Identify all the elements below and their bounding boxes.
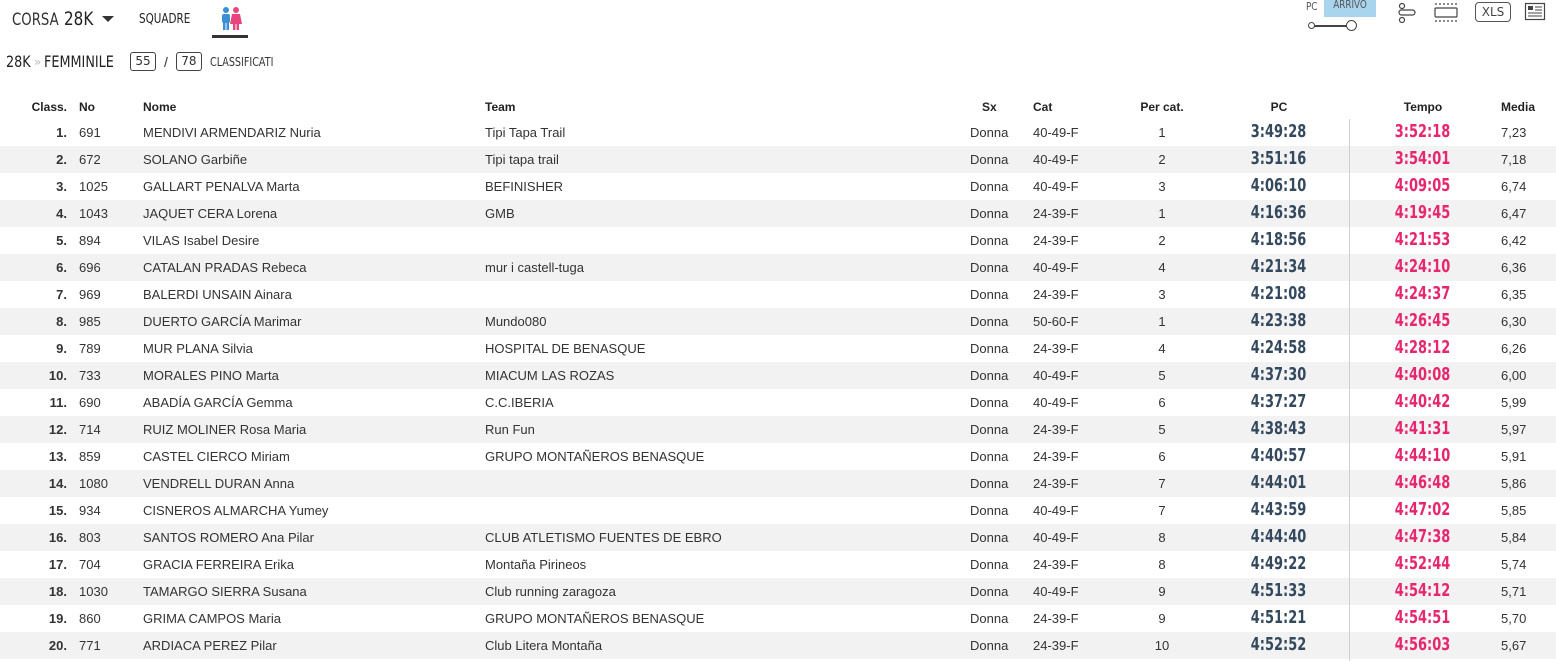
bib-number-cell: 985 <box>79 314 101 329</box>
team-cell: HOSPITAL DE BENASQUE <box>485 341 646 356</box>
table-row[interactable] <box>0 551 1556 578</box>
table-row[interactable] <box>0 227 1556 254</box>
team-cell: GMB <box>485 206 515 221</box>
col-pc[interactable]: PC <box>1270 100 1288 114</box>
col-media[interactable]: Media <box>1501 100 1536 114</box>
breadcrumb-separator: » <box>34 54 42 69</box>
average-speed-cell: 7,23 <box>1501 125 1527 140</box>
sex-cell: Donna <box>970 557 1009 572</box>
average-speed-cell: 5,74 <box>1501 557 1527 572</box>
pc-time-cell: 4:49:22 <box>1251 553 1307 574</box>
category-rank-cell: 6 <box>1158 449 1166 464</box>
category-cell: 50-60-F <box>1033 314 1079 329</box>
pc-time-cell: 4:40:57 <box>1251 445 1307 466</box>
table-body <box>0 119 1556 659</box>
table-row[interactable] <box>0 497 1556 524</box>
finish-time-cell: 4:46:48 <box>1395 472 1451 493</box>
pc-time-cell: 4:21:08 <box>1251 283 1307 304</box>
category-rank-cell: 2 <box>1158 152 1166 167</box>
newspaper-icon[interactable] <box>1524 2 1546 22</box>
finish-time-cell: 3:52:18 <box>1395 121 1451 142</box>
race-value[interactable]: 28K <box>64 8 94 30</box>
athlete-name-cell[interactable]: DUERTO GARCÍA Marimar <box>143 314 302 329</box>
sex-cell: Donna <box>970 449 1009 464</box>
bib-number-cell: 1025 <box>79 179 108 194</box>
average-speed-cell: 6,26 <box>1501 341 1527 356</box>
slider-knob-left[interactable] <box>1308 22 1315 29</box>
finish-time-cell: 4:09:05 <box>1395 175 1451 196</box>
average-speed-cell: 5,71 <box>1501 584 1527 599</box>
table-row[interactable] <box>0 632 1556 659</box>
bib-number-cell: 860 <box>79 611 101 626</box>
rank-cell: 15. <box>48 503 67 518</box>
slider-knob-right[interactable] <box>1346 20 1357 31</box>
athlete-name-cell[interactable]: GRIMA CAMPOS Maria <box>143 611 281 626</box>
category-rank-cell: 7 <box>1158 503 1166 518</box>
sex-cell: Donna <box>970 422 1009 437</box>
category-rank-cell: 9 <box>1158 584 1166 599</box>
bib-number-cell: 696 <box>79 260 101 275</box>
category-cell: 40-49-F <box>1033 368 1079 383</box>
category-rank-cell: 3 <box>1158 287 1166 302</box>
rank-cell: 6. <box>56 260 67 275</box>
category-cell: 24-39-F <box>1033 476 1079 491</box>
rank-cell: 14. <box>48 476 67 491</box>
average-speed-cell: 5,86 <box>1501 476 1527 491</box>
male-female-icon <box>218 6 244 32</box>
finish-time-cell: 4:47:38 <box>1395 526 1451 547</box>
sex-cell: Donna <box>970 476 1009 491</box>
finish-time-cell: 4:26:45 <box>1395 310 1451 331</box>
col-no[interactable]: No <box>79 100 95 114</box>
squadre-tab[interactable]: SQUADRE <box>139 12 191 27</box>
finish-time-cell: 4:47:02 <box>1395 499 1451 520</box>
col-name[interactable]: Nome <box>143 100 177 114</box>
category-cell: 40-49-F <box>1033 125 1079 140</box>
athlete-name-cell[interactable]: MORALES PINO Marta <box>143 368 279 383</box>
bib-number-cell: 894 <box>79 233 101 248</box>
rank-cell: 18. <box>48 584 67 599</box>
category-rank-cell: 8 <box>1158 557 1166 572</box>
rank-cell: 5. <box>56 233 67 248</box>
bib-number-cell: 969 <box>79 287 101 302</box>
col-cat[interactable]: Cat <box>1033 100 1053 114</box>
sex-cell: Donna <box>970 125 1009 140</box>
category-cell: 40-49-F <box>1033 395 1079 410</box>
pc-time-cell: 4:18:56 <box>1251 229 1307 250</box>
col-rank[interactable]: Class. <box>31 100 67 114</box>
finish-time-cell: 4:54:51 <box>1395 607 1451 628</box>
average-speed-cell: 5,67 <box>1501 638 1527 653</box>
results-table <box>0 96 1556 659</box>
finish-time-cell: 4:28:12 <box>1395 337 1451 358</box>
team-cell: GRUPO MONTAÑEROS BENASQUE <box>485 611 705 626</box>
bib-number-cell: 1030 <box>79 584 108 599</box>
athlete-name-cell[interactable]: ABADÍA GARCÍA Gemma <box>143 395 293 410</box>
bib-number-cell: 803 <box>79 530 101 545</box>
team-cell: MIACUM LAS ROZAS <box>485 368 615 383</box>
finish-time-cell: 4:40:08 <box>1395 364 1451 385</box>
finish-time-cell: 4:40:42 <box>1395 391 1451 412</box>
sex-cell: Donna <box>970 287 1009 302</box>
category-rank-cell: 1 <box>1158 206 1166 221</box>
arrivo-option[interactable] <box>1324 0 1376 17</box>
rank-cell: 3. <box>56 179 67 194</box>
sex-cell: Donna <box>970 530 1009 545</box>
category-cell: 24-39-F <box>1033 287 1079 302</box>
table-row[interactable] <box>0 335 1556 362</box>
athlete-name-cell[interactable]: JAQUET CERA Lorena <box>143 206 278 221</box>
rank-cell: 12. <box>48 422 67 437</box>
finish-time-cell: 4:52:44 <box>1395 553 1451 574</box>
table-header <box>0 96 1556 119</box>
rank-cell: 17. <box>48 557 67 572</box>
team-cell: BEFINISHER <box>485 179 564 194</box>
table-row[interactable] <box>0 173 1556 200</box>
sex-cell: Donna <box>970 341 1009 356</box>
sex-cell: Donna <box>970 206 1009 221</box>
category-cell: 24-39-F <box>1033 341 1079 356</box>
col-sx[interactable]: Sx <box>982 100 997 114</box>
rank-cell: 1. <box>56 125 67 140</box>
average-speed-cell: 5,84 <box>1501 530 1527 545</box>
bib-number-cell: 859 <box>79 449 101 464</box>
bib-number-cell: 690 <box>79 395 101 410</box>
sex-cell: Donna <box>970 233 1009 248</box>
athlete-name-cell[interactable]: BALERDI UNSAIN Ainara <box>143 287 292 302</box>
category-rank-cell: 6 <box>1158 395 1166 410</box>
sex-cell: Donna <box>970 611 1009 626</box>
category-cell: 40-49-F <box>1033 584 1079 599</box>
finish-time-cell: 4:21:53 <box>1395 229 1451 250</box>
team-cell: mur i castell-tuga <box>485 260 584 275</box>
col-team[interactable]: Team <box>485 100 516 114</box>
athlete-name-cell[interactable]: MENDIVI ARMENDARIZ Nuria <box>143 125 321 140</box>
category-rank-cell: 3 <box>1158 179 1166 194</box>
split-layout-icon[interactable] <box>1396 2 1418 24</box>
average-speed-cell: 6,47 <box>1501 206 1527 221</box>
classified-label: CLASSIFICATI <box>209 54 274 69</box>
category-cell: 40-49-F <box>1033 179 1079 194</box>
athlete-name-cell[interactable]: SANTOS ROMERO Ana Pilar <box>143 530 314 545</box>
table-row[interactable] <box>0 146 1556 173</box>
sex-cell: Donna <box>970 638 1009 653</box>
table-row[interactable] <box>0 200 1556 227</box>
table-row[interactable] <box>0 119 1556 146</box>
category-rank-cell: 7 <box>1158 476 1166 491</box>
average-speed-cell: 5,70 <box>1501 611 1527 626</box>
average-speed-cell: 6,35 <box>1501 287 1527 302</box>
pc-time-cell: 4:44:01 <box>1251 472 1307 493</box>
category-rank-cell: 4 <box>1158 260 1166 275</box>
pc-time-cell: 3:51:16 <box>1251 148 1307 169</box>
col-tempo[interactable]: Tempo <box>1403 100 1443 114</box>
count-separator: / <box>164 53 168 70</box>
category-cell: 40-49-F <box>1033 152 1079 167</box>
finish-time-cell: 4:24:10 <box>1395 256 1451 277</box>
category-cell: 40-49-F <box>1033 260 1079 275</box>
pc-time-cell: 4:37:27 <box>1251 391 1307 412</box>
bib-number-cell: 934 <box>79 503 101 518</box>
category-cell: 24-39-F <box>1033 611 1079 626</box>
athlete-name-cell[interactable]: VENDRELL DURAN Anna <box>143 476 295 491</box>
athlete-name-cell[interactable]: CASTEL CIERCO Miriam <box>143 449 290 464</box>
table-row[interactable] <box>0 362 1556 389</box>
race-label: CORSA <box>12 10 59 30</box>
athlete-name-cell[interactable]: VILAS Isabel Desire <box>143 233 260 248</box>
category-cell: 24-39-F <box>1033 206 1079 221</box>
finish-time-cell: 4:24:37 <box>1395 283 1451 304</box>
sex-cell: Donna <box>970 152 1009 167</box>
athlete-name-cell[interactable]: ARDIACA PEREZ Pilar <box>143 638 277 653</box>
bib-number-cell: 771 <box>79 638 101 653</box>
athlete-name-cell[interactable]: GRACIA FERREIRA Erika <box>143 557 294 572</box>
rank-cell: 2. <box>56 152 67 167</box>
sex-cell: Donna <box>970 179 1009 194</box>
rank-cell: 11. <box>49 395 67 410</box>
rank-cell: 20. <box>48 638 67 653</box>
athlete-name-cell[interactable]: RUIZ MOLINER Rosa Maria <box>143 422 307 437</box>
top-bar <box>0 0 1556 40</box>
table-row[interactable] <box>0 443 1556 470</box>
category-rank-cell: 5 <box>1158 368 1166 383</box>
team-cell: GRUPO MONTAÑEROS BENASQUE <box>485 449 705 464</box>
athlete-name-cell[interactable]: SOLANO Garbiñe <box>143 152 248 167</box>
sex-cell: Donna <box>970 368 1009 383</box>
average-speed-cell: 6,36 <box>1501 260 1527 275</box>
team-cell: Montaña Pirineos <box>485 557 587 572</box>
bib-number-cell: 789 <box>79 341 101 356</box>
sex-cell: Donna <box>970 584 1009 599</box>
bib-number-cell: 704 <box>79 557 101 572</box>
pc-time-cell: 4:51:21 <box>1251 607 1307 628</box>
pc-option[interactable]: PC <box>1306 0 1318 13</box>
gender-tab[interactable] <box>212 4 248 38</box>
pc-time-cell: 4:37:30 <box>1251 364 1307 385</box>
sex-cell: Donna <box>970 260 1009 275</box>
table-row[interactable] <box>0 578 1556 605</box>
finish-time-cell: 4:54:12 <box>1395 580 1451 601</box>
category-cell: 24-39-F <box>1033 638 1079 653</box>
category-rank-cell: 4 <box>1158 341 1166 356</box>
shown-count-badge: 55 <box>130 52 156 71</box>
bib-number-cell: 1080 <box>79 476 108 491</box>
finish-time-cell: 4:44:10 <box>1395 445 1451 466</box>
category-rank-cell: 1 <box>1158 314 1166 329</box>
category-header <box>6 52 289 71</box>
arrivo-label: ARRIVO <box>1333 0 1367 11</box>
compact-view-icon[interactable] <box>1433 2 1459 24</box>
category-rank-cell: 10 <box>1154 638 1170 653</box>
finish-time-cell: 4:41:31 <box>1395 418 1451 439</box>
average-speed-cell: 6,74 <box>1501 179 1527 194</box>
category-cell: 24-39-F <box>1033 422 1079 437</box>
sex-cell: Donna <box>970 314 1009 329</box>
athlete-name-cell[interactable]: CATALAN PRADAS Rebeca <box>143 260 307 275</box>
total-count-badge: 78 <box>176 52 202 71</box>
col-percat[interactable]: Per cat. <box>1140 100 1184 114</box>
team-cell: Mundo080 <box>485 314 547 329</box>
category-cell: 40-49-F <box>1033 503 1079 518</box>
average-speed-cell: 6,42 <box>1501 233 1527 248</box>
pc-time-cell: 4:43:59 <box>1251 499 1307 520</box>
athlete-name-cell[interactable]: TAMARGO SIERRA Susana <box>143 584 307 599</box>
pc-arrivo-toggle[interactable] <box>1300 0 1378 30</box>
team-cell: Run Fun <box>485 422 535 437</box>
xls-export-button[interactable]: XLS <box>1475 2 1511 22</box>
pc-time-cell: 4:38:43 <box>1251 418 1307 439</box>
category-cell: 24-39-F <box>1033 557 1079 572</box>
finish-time-cell: 4:19:45 <box>1395 202 1451 223</box>
pc-time-cell: 4:06:10 <box>1251 175 1307 196</box>
pc-time-cell: 4:23:38 <box>1251 310 1307 331</box>
team-cell: CLUB ATLETISMO FUENTES DE EBRO <box>485 530 722 545</box>
rank-cell: 4. <box>56 206 67 221</box>
rank-cell: 13. <box>48 449 67 464</box>
team-cell: Club running zaragoza <box>485 584 616 599</box>
pc-time-cell: 4:16:36 <box>1251 202 1307 223</box>
finish-time-cell: 3:54:01 <box>1395 148 1451 169</box>
athlete-name-cell[interactable]: CISNEROS ALMARCHA Yumey <box>143 503 329 518</box>
pc-time-cell: 4:44:40 <box>1251 526 1307 547</box>
team-cell: Tipi Tapa Trail <box>485 125 566 140</box>
rank-cell: 9. <box>56 341 67 356</box>
pc-time-cell: 4:51:33 <box>1251 580 1307 601</box>
table-row[interactable] <box>0 389 1556 416</box>
average-speed-cell: 6,30 <box>1501 314 1527 329</box>
finish-time-cell: 4:56:03 <box>1395 634 1451 655</box>
sex-cell: Donna <box>970 503 1009 518</box>
bib-number-cell: 1043 <box>79 206 108 221</box>
athlete-name-cell[interactable]: GALLART PENALVA Marta <box>143 179 300 194</box>
category-cell: 24-39-F <box>1033 233 1079 248</box>
column-divider <box>1349 119 1350 661</box>
pc-time-cell: 4:52:52 <box>1251 634 1307 655</box>
bib-number-cell: 714 <box>79 422 101 437</box>
average-speed-cell: 5,97 <box>1501 422 1527 437</box>
bib-number-cell: 672 <box>79 152 101 167</box>
rank-cell: 10. <box>48 368 67 383</box>
rank-cell: 19. <box>48 611 67 626</box>
table-row[interactable] <box>0 524 1556 551</box>
average-speed-cell: 7,18 <box>1501 152 1527 167</box>
average-speed-cell: 5,99 <box>1501 395 1527 410</box>
table-row[interactable] <box>0 605 1556 632</box>
category-rank-cell: 2 <box>1158 233 1166 248</box>
average-speed-cell: 5,85 <box>1501 503 1527 518</box>
rank-cell: 16. <box>48 530 67 545</box>
category-rank-cell: 9 <box>1158 611 1166 626</box>
table-row[interactable] <box>0 254 1556 281</box>
pc-time-cell: 3:49:28 <box>1251 121 1307 142</box>
average-speed-cell: 6,00 <box>1501 368 1527 383</box>
rank-cell: 8. <box>56 314 67 329</box>
pc-time-cell: 4:24:58 <box>1251 337 1307 358</box>
sex-cell: Donna <box>970 395 1009 410</box>
bib-number-cell: 733 <box>79 368 101 383</box>
pc-time-cell: 4:21:34 <box>1251 256 1307 277</box>
table-row[interactable] <box>0 281 1556 308</box>
table-row[interactable] <box>0 308 1556 335</box>
race-selector[interactable] <box>12 8 114 30</box>
athlete-name-cell[interactable]: MUR PLANA Silvia <box>143 341 253 356</box>
distance-label[interactable]: 28K <box>6 52 31 71</box>
category-cell: 40-49-F <box>1033 530 1079 545</box>
chevron-down-icon[interactable] <box>102 16 114 22</box>
category-cell: 24-39-F <box>1033 449 1079 464</box>
rank-cell: 7. <box>56 287 67 302</box>
category-rank-cell: 1 <box>1158 125 1166 140</box>
bib-number-cell: 691 <box>79 125 101 140</box>
table-row[interactable] <box>0 470 1556 497</box>
team-cell: Tipi tapa trail <box>485 152 559 167</box>
category-rank-cell: 8 <box>1158 530 1166 545</box>
category-rank-cell: 5 <box>1158 422 1166 437</box>
team-cell: C.C.IBERIA <box>485 395 554 410</box>
table-row[interactable] <box>0 416 1556 443</box>
category-label: FEMMINILE <box>44 52 114 71</box>
average-speed-cell: 5,91 <box>1501 449 1527 464</box>
team-cell: Club Litera Montaña <box>485 638 603 653</box>
